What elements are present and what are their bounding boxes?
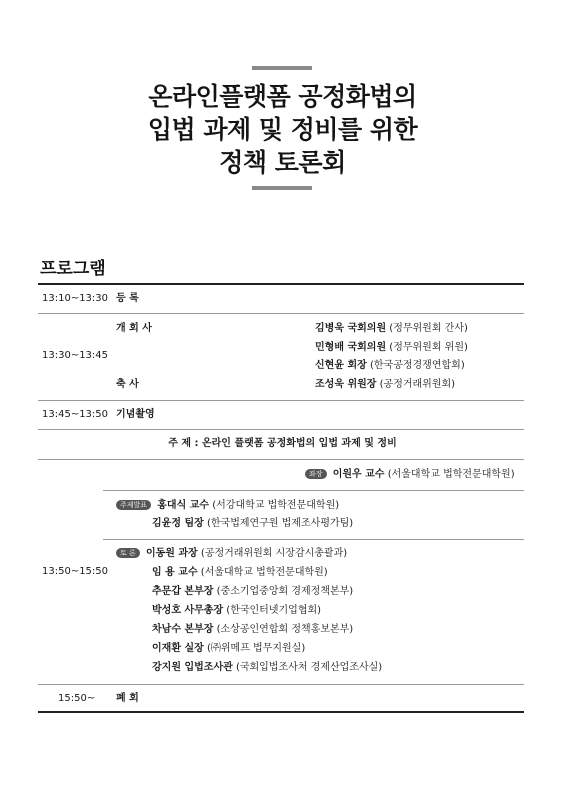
presenter-name: 김윤정 팀장 [152, 518, 204, 529]
opening-label: 개 회 사 [116, 323, 152, 334]
title-top-bar [252, 66, 312, 70]
panelist-name: 이동원 과장 [145, 548, 198, 559]
speaker-name: 민형배 국회의원 [315, 342, 387, 353]
speaker [315, 322, 468, 336]
table-top-rule [38, 283, 524, 285]
photo-time: 13:45~13:50 [42, 409, 109, 420]
panelist-affiliation: (한국인터넷기업협회) [226, 605, 322, 616]
subrow-divider [103, 490, 524, 491]
title-line-1: 온라인플랫폼 공정화법의 [148, 82, 417, 111]
panelist [116, 547, 347, 561]
table-bottom-rule [38, 711, 524, 713]
panelist [152, 661, 382, 675]
speaker-affiliation: (정무위원회 간사) [389, 323, 468, 334]
panelist-affiliation: (공정거래위원회 시장감시총괄과) [200, 548, 348, 559]
session-topic: 주 제 : 온라인 플랫폼 공정화법의 입법 과제 및 정비 [168, 438, 397, 449]
panelist [152, 604, 321, 618]
row-divider [38, 459, 524, 460]
registration-time: 13:10~13:30 [42, 293, 109, 304]
panelist [152, 566, 328, 580]
row-divider [38, 400, 524, 401]
panelist-name: 박성호 사무총장 [152, 605, 224, 616]
row-divider [38, 313, 524, 314]
row-divider [38, 429, 524, 430]
panelist [152, 623, 353, 637]
panelist-name: 임 용 교수 [152, 567, 198, 578]
speaker-name: 김병욱 국회의원 [315, 323, 387, 334]
presenter-affiliation: (한국법제연구원 법제조사평가팀) [206, 518, 354, 529]
speaker [315, 359, 465, 373]
registration-label: 등 록 [116, 293, 139, 304]
panelist-affiliation: (서울대학교 법학전문대학원) [200, 567, 328, 578]
panelist [152, 585, 353, 599]
chair-name: 이원우 교수 [332, 469, 385, 480]
speaker-affiliation: (한국공정경쟁연합회) [369, 360, 465, 371]
panelist-name: 이재환 실장 [152, 643, 204, 654]
panelist-affiliation: (소상공인연합회 정책홍보본부) [216, 624, 354, 635]
panelist-name: 추문갑 본부장 [152, 586, 214, 597]
speaker-affiliation: (공정거래위원회) [379, 379, 456, 390]
subrow-divider [103, 539, 524, 540]
program-heading: 프로그램 [40, 259, 106, 279]
document-title [0, 80, 565, 179]
chair [305, 468, 515, 482]
speaker [315, 341, 468, 355]
presenter [152, 517, 353, 531]
title-line-3: 정책 토론회 [219, 148, 346, 177]
presenter-name: 홍대식 교수 [157, 500, 210, 511]
session-time: 13:50~15:50 [42, 566, 109, 577]
panelist-name: 차남수 본부장 [152, 624, 214, 635]
speaker-affiliation: (정무위원회 위원) [389, 342, 468, 353]
panelist [152, 642, 305, 656]
presenter-affiliation: (서강대학교 법학전문대학원) [212, 500, 340, 511]
row-divider [38, 684, 524, 685]
closing-time: 15:50~ [58, 693, 96, 704]
title-line-2: 입법 과제 및 정비를 위한 [147, 115, 418, 144]
panelist-affiliation: (㈜위메프 법무지원실) [206, 643, 306, 654]
title-bottom-bar [252, 186, 312, 190]
closing-label: 폐 회 [116, 693, 139, 704]
opening-time: 13:30~13:45 [42, 350, 109, 361]
speaker-name: 조성욱 위원장 [315, 379, 377, 390]
panel-badge: 토 론 [116, 548, 140, 558]
presenter [116, 499, 339, 513]
speaker-name: 신현윤 회장 [315, 360, 367, 371]
congrats-label: 축 사 [116, 379, 139, 390]
speaker [315, 378, 455, 392]
chair-affiliation: (서울대학교 법학전문대학원) [387, 469, 515, 480]
chair-badge: 좌장 [305, 469, 327, 479]
panelist-name: 강지원 입법조사관 [152, 662, 233, 673]
presenter-badge: 주제발표 [116, 500, 151, 510]
photo-label: 기념촬영 [116, 409, 155, 420]
panelist-affiliation: (중소기업중앙회 경제정책본부) [216, 586, 354, 597]
panelist-affiliation: (국회입법조사처 경제산업조사실) [235, 662, 383, 673]
